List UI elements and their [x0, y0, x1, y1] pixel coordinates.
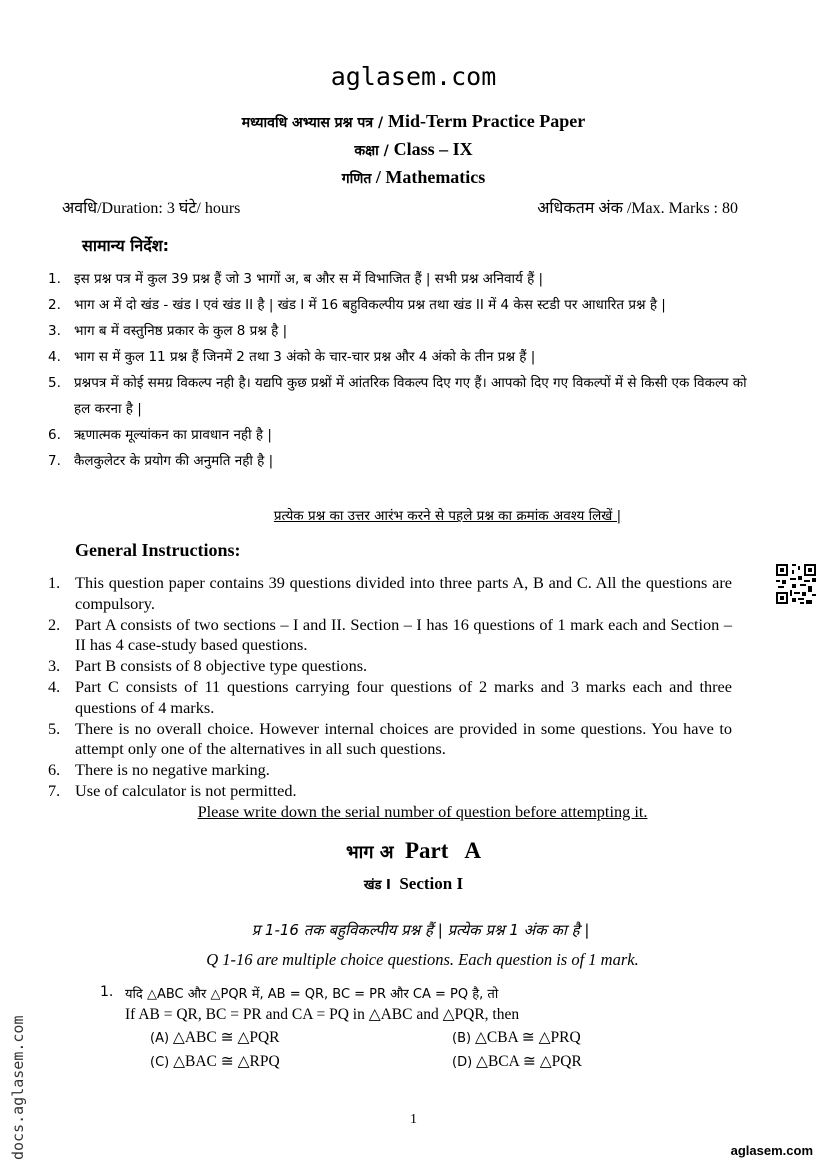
question-text-hindi: यदि △ABC और △PQR में, AB = QR, BC = PR और CA = PQ है, तो — [125, 987, 499, 1002]
general-instruction-note: Please write down the serial number of question before attempting it. — [197, 802, 648, 821]
paper-title-english: Mid-Term Practice Paper — [387, 111, 586, 131]
part-a-heading — [0, 838, 827, 864]
paper-title — [0, 111, 827, 132]
question-number: 1. — [100, 984, 114, 1000]
hindi-instructions-heading: सामान्य निर्देश: — [82, 236, 170, 255]
list-item: 6. ऋणात्मक मूल्यांकन का प्रावधान नही है | — [48, 427, 272, 443]
side-watermark: docs.aglasem.com — [9, 1015, 27, 1160]
list-item: 1. This question paper contains 39 questions divided into three parts A, B and C. All the questions are compulsory. — [48, 573, 732, 613]
list-item: 2. Part A consists of two sections – I and II. Section – I has 16 questions of 1 mark each and Section – II has 4 case-study based questions. — [48, 614, 732, 655]
general-instructions-heading: General Instructions: — [75, 540, 241, 560]
list-item: 2. भाग अ में दो खंड - खंड I एवं खंड II है | खंड I में 16 बहुविकल्पीय प्रश्न तथा खंड II में 4 केस स्टडी पर आधारित प्रश्न है | — [48, 297, 666, 313]
list-item: 4. Part C consists of 11 questions carrying four questions of 2 marks and 3 marks each and three questions of 4 marks. — [48, 676, 732, 717]
option-d: (D) △BCA ≅ △PQR — [452, 1053, 582, 1070]
footer-site-link[interactable]: aglasem.com — [730, 1143, 813, 1158]
subject-english: / Mathematics — [371, 167, 486, 187]
general-instructions-list — [48, 573, 732, 802]
section-hindi: खंड I — [363, 878, 391, 893]
option-a: (A) △ABC ≅ △PQR — [150, 1029, 280, 1046]
mcq-note-english: Q 1-16 are multiple choice questions. Each question is of 1 mark. — [206, 950, 639, 969]
site-logo: aglasem.com — [330, 62, 497, 91]
option-c: (C) △BAC ≅ △RPQ — [150, 1053, 280, 1070]
list-item: 5. There is no overall choice. However internal choices are provided in some questions. You have to attempt only one of the alternatives in all such questions. — [48, 718, 732, 759]
max-marks: अधिकतम अंक /Max. Marks : 80 — [537, 200, 738, 217]
part-a-hindi: भाग अ — [346, 842, 394, 863]
section-english: Section I — [390, 874, 464, 893]
hindi-instructions-list — [48, 266, 758, 474]
class-line — [0, 139, 827, 160]
duration: अवधि/Duration: 3 घंटे/ hours — [62, 200, 241, 217]
mcq-note-hindi: प्र 1-16 तक बहुविकल्पीय प्रश्न हैं | प्रत्येक प्रश्न 1 अंक का है | — [251, 921, 590, 939]
page-number: 1 — [410, 1112, 417, 1127]
option-b: (B) △CBA ≅ △PRQ — [452, 1029, 581, 1046]
list-item: 6. There is no negative marking. — [48, 760, 270, 780]
part-a-english: Part A — [393, 838, 481, 863]
section-heading — [0, 874, 827, 894]
list-item: 4. भाग स में कुल 11 प्रश्न हैं जिनमें 2 तथा 3 अंको के चार-चार प्रश्न और 4 अंको के तीन प्रश्न हैं | — [48, 349, 536, 365]
subject-line — [0, 167, 827, 188]
list-item: 3. Part B consists of 8 objective type questions. — [48, 656, 368, 676]
subject-hindi: गणित — [341, 171, 372, 187]
class-hindi: कक्षा / — [354, 143, 394, 159]
list-item: 7. कैलकुलेटर के प्रयोग की अनुमति नही है | — [48, 453, 274, 469]
list-item: 1. इस प्रश्न पत्र में कुल 39 प्रश्न हैं जो 3 भागों अ, ब और स में विभाजित हैं | सभी प्रश्न अनिवार्य हैं | — [48, 271, 544, 287]
hindi-instruction-note: प्रत्येक प्रश्न का उत्तर आरंभ करने से पहले प्रश्न का क्रमांक अवश्य लिखें | — [273, 508, 622, 524]
list-item: 7. Use of calculator is not permitted. — [48, 780, 297, 800]
question-text-english: If AB = QR, BC = PR and CA = PQ in △ABC and △PQR, then — [125, 1006, 520, 1023]
qr-code-icon[interactable] — [776, 564, 816, 604]
paper-title-hindi: मध्यावधि अभ्यास प्रश्न पत्र / — [241, 115, 388, 131]
list-item: 3. भाग ब में वस्तुनिष्ठ प्रकार के कुल 8 प्रश्न है | — [48, 323, 288, 339]
class-english: Class – IX — [393, 139, 473, 159]
list-item: 5. प्रश्नपत्र में कोई समग्र विकल्प नही है। यद्यपि कुछ प्रश्नों में आंतरिक विकल्प दिए गए हैं। आपको दिए गए विकल्पों में से किसी एक विकल्प को हल करना है | — [48, 375, 747, 417]
